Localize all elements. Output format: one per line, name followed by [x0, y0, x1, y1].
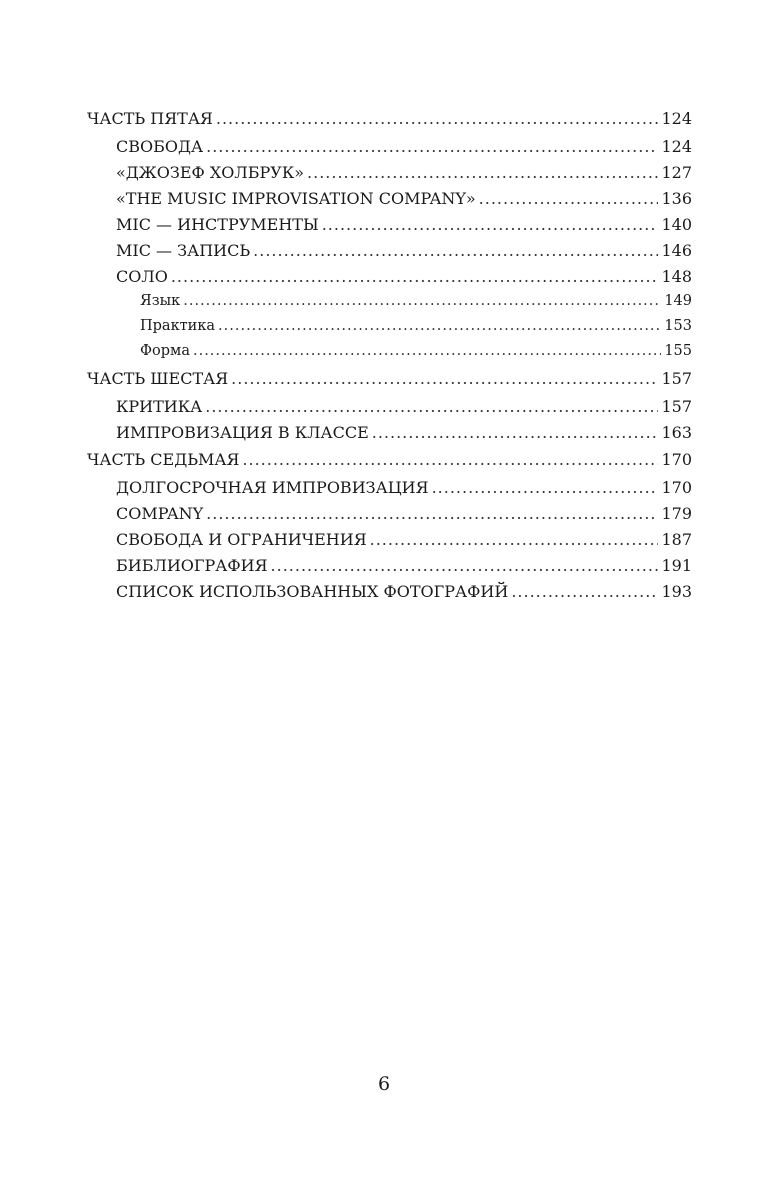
toc-entry-title: КРИТИКА [116, 397, 203, 416]
toc-entry-title: ЧАСТЬ СЕДЬМАЯ [87, 450, 240, 469]
toc-entry-page: 155 [664, 343, 692, 359]
toc-leader-dots [193, 343, 661, 359]
toc-entry-title: COMPANY [116, 504, 204, 523]
toc-leader-dots [271, 556, 659, 575]
toc-leader-dots [242, 450, 658, 469]
toc-leader-dots [253, 241, 658, 260]
toc-entry-title: «THE MUSIC IMPROVISATION COMPANY» [116, 189, 476, 208]
toc-entry-page: 148 [661, 267, 692, 286]
page-number: 6 [377, 1073, 391, 1095]
toc-entry-title: ДОЛГОСРОЧНАЯ ИМПРОВИЗАЦИЯ [116, 478, 429, 497]
toc-leader-dots [511, 582, 658, 601]
toc-entry-page: 153 [664, 318, 692, 334]
toc-entry-title: Язык [140, 293, 181, 309]
toc-entry-page: 187 [661, 530, 692, 549]
toc-leader-dots [206, 137, 658, 156]
toc-entry [116, 189, 692, 215]
toc-entry-page: 170 [661, 450, 692, 469]
toc-entry-title: ЧАСТЬ ПЯТАЯ [87, 109, 213, 128]
toc-entry-title: СВОБОДА [116, 137, 204, 156]
toc-entry [116, 423, 692, 449]
toc-entry-page: 193 [661, 582, 692, 601]
toc-entry [116, 504, 692, 530]
toc-entry-page: 191 [661, 556, 692, 575]
toc-entry [116, 478, 692, 504]
toc-entry [116, 215, 692, 241]
toc-entry-title: MIC — ИНСТРУМЕНТЫ [116, 215, 319, 234]
toc-leader-dots [206, 504, 658, 523]
toc-entry-page: 124 [661, 109, 692, 128]
toc-entry-title: БИБЛИОГРАФИЯ [116, 556, 268, 575]
toc-subentry [140, 318, 692, 343]
toc-entry-page: 136 [661, 189, 692, 208]
toc-entry [116, 137, 692, 163]
toc-leader-dots [205, 397, 658, 416]
toc-leader-dots [231, 369, 658, 388]
toc-entry-title: MIC — ЗАПИСЬ [116, 241, 251, 260]
toc-leader-dots [432, 478, 659, 497]
toc-leader-dots [171, 267, 659, 286]
toc-leader-dots [372, 423, 659, 442]
toc-entry-title: ЧАСТЬ ШЕСТАЯ [87, 369, 229, 388]
toc-subentry [140, 293, 692, 318]
toc-entry-title: ИМПРОВИЗАЦИЯ В КЛАССЕ [116, 423, 369, 442]
toc-entry [116, 530, 692, 556]
toc-leader-dots [370, 530, 659, 549]
toc-entry-page: 149 [664, 293, 692, 309]
toc-entry-part-6 [87, 369, 692, 397]
toc-entry-part-7 [87, 450, 692, 478]
toc-entry [116, 163, 692, 189]
toc-entry [116, 267, 692, 293]
table-of-contents [0, 109, 768, 608]
toc-entry-title: СВОБОДА И ОГРАНИЧЕНИЯ [116, 530, 367, 549]
toc-leader-dots [322, 215, 659, 234]
toc-subentry [140, 343, 692, 368]
toc-leader-dots [307, 163, 658, 182]
toc-entry-part-5 [87, 109, 692, 137]
toc-entry-title: СОЛО [116, 267, 168, 286]
toc-entry-page: 170 [661, 478, 692, 497]
toc-entry-title: Форма [140, 343, 190, 359]
toc-leader-dots [216, 109, 659, 128]
toc-entry-title: «ДЖОЗЕФ ХОЛБРУК» [116, 163, 305, 182]
toc-leader-dots [218, 318, 661, 334]
toc-leader-dots [183, 293, 661, 309]
toc-entry [116, 556, 692, 582]
toc-entry-title: СПИСОК ИСПОЛЬЗОВАННЫХ ФОТОГРАФИЙ [116, 582, 509, 601]
toc-entry-page: 140 [661, 215, 692, 234]
toc-entry-page: 124 [661, 137, 692, 156]
toc-entry [116, 397, 692, 423]
toc-entry-page: 127 [661, 163, 692, 182]
toc-entry-page: 157 [661, 369, 692, 388]
toc-entry-title: Практика [140, 318, 216, 334]
toc-entry-page: 179 [661, 504, 692, 523]
toc-entry [116, 241, 692, 267]
toc-entry-page: 146 [661, 241, 692, 260]
toc-entry-page: 163 [661, 423, 692, 442]
toc-entry [116, 582, 692, 608]
toc-entry-page: 157 [661, 397, 692, 416]
toc-leader-dots [479, 189, 659, 208]
